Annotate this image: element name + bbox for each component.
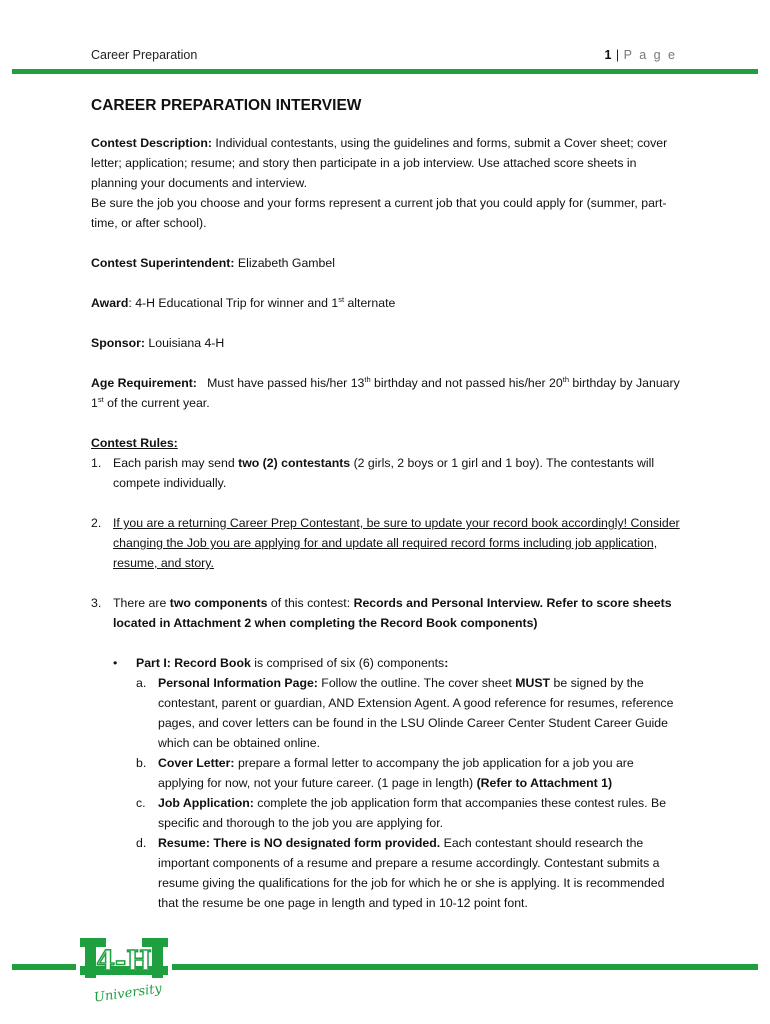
rules-heading-text: Contest Rules: [91, 436, 178, 450]
page-number [604, 48, 677, 62]
age-text-4: of the current year. [103, 396, 210, 410]
component-c-text [158, 793, 681, 833]
page-title: CAREER PREPARATION INTERVIEW [91, 97, 362, 114]
component-a-label: Personal Information Page: [158, 676, 318, 690]
component-a-text [158, 673, 681, 753]
rule-1-text [113, 453, 681, 493]
component-d-label: Resume: There is NO designated form provided. [158, 836, 441, 850]
rule-3 [91, 593, 681, 633]
contest-superintendent [91, 253, 681, 273]
component-d [136, 833, 681, 913]
rule-1-pre: Each parish may send [113, 456, 239, 470]
component-c [136, 793, 681, 833]
component-b [136, 753, 681, 793]
sponsor-value: Louisiana 4-H [148, 336, 225, 350]
page-separator: | [611, 48, 624, 62]
component-a-post: be signed by the contestant, parent or guardian, AND Extension Agent. A good reference for resumes, reference pages, and cover letters can be found in the LSU Olinde Career Center Student Career Guide which can be obtained online. [158, 676, 674, 750]
rule-3-text [113, 593, 681, 633]
rule-1-post: (2 girls, 2 boys or 1 girl and 1 boy). The contestants will compete individually. [113, 456, 655, 490]
component-b-pre: prepare a formal letter to accompany the job application for a job you are applying for now, not your future career. (1 page in length) [158, 756, 634, 790]
rules-heading [91, 433, 681, 453]
header-title: Career Preparation [91, 48, 198, 62]
part-1-label: Part I: Record Book [136, 656, 251, 670]
age-requirement [91, 373, 681, 413]
component-d-number: d. [136, 836, 147, 850]
contest-description [91, 133, 681, 193]
description-text: Individual contestants, using the guidelines and forms, submit a Cover sheet; cover letter; application; resume; and story then participate in a job interview. Use attached score sheets in planning your documents and interview. [91, 136, 668, 190]
rule-3-bold-1: two components [169, 596, 268, 610]
age-text-2: birthday and not passed his/her 20 [370, 376, 563, 390]
document-body [91, 96, 681, 913]
component-b-bold: (Refer to Attachment 1) [476, 776, 613, 790]
award-text: : 4-H Educational Trip for winner and 1 [128, 296, 339, 310]
component-c-number: c. [136, 796, 146, 810]
component-b-label: Cover Letter: [158, 756, 235, 770]
rule-2-underlined: If you are a returning Career Prep Contestant, be sure to update your record book accordingly! Consider changing the Job you are applying for and update all required record forms including job application, resume, and story. [113, 516, 680, 570]
part-1-desc: is comprised of six (6) components [250, 656, 445, 670]
rule-1-number: 1. [91, 456, 102, 470]
rule-3-bold-2: Records and Personal Interview. Refer to score sheets located in Attachment 2 when completing the Record Book components) [113, 596, 672, 630]
award [91, 293, 681, 313]
superintendent-value: Elizabeth Gambel [237, 256, 335, 270]
age-text-3: birthday by January 1 [91, 376, 680, 410]
component-a-number: a. [136, 676, 147, 690]
age-sup-3: st [97, 394, 104, 404]
rule-2-number: 2. [91, 516, 102, 530]
part-1-bullet [113, 653, 681, 673]
description-label: Contest Description: [91, 136, 212, 150]
component-a [136, 673, 681, 753]
rule-3-mid: of this contest: [267, 596, 354, 610]
rule-2 [91, 513, 681, 573]
component-b-number: b. [136, 756, 147, 770]
page-number-value: 1 [604, 48, 612, 62]
rule-2-text [113, 513, 681, 573]
sponsor-label: Sponsor: [91, 336, 145, 350]
age-label: Age Requirement: [91, 376, 197, 390]
component-a-pre: Follow the outline. The cover sheet [317, 676, 516, 690]
age-sup-1: th [364, 374, 371, 384]
component-b-text [158, 753, 681, 793]
part-1-colon: : [444, 656, 449, 670]
component-d-desc: Each contestant should research the important components of a resume and prepare a resume accordingly. Contestant submits a resume giving the qualifications for the job for which he or she is applying. It is recommended that the resume be one page in length and typed in 10-12 point font. [158, 836, 665, 910]
logo-script-text: University [93, 981, 163, 1006]
component-c-desc: complete the job application form that accompanies these contest rules. Be specific and thorough to the job you are applying for. [158, 796, 667, 830]
rule-3-pre: There are [113, 596, 170, 610]
rule-3-number: 3. [91, 596, 102, 610]
component-c-label: Job Application: [158, 796, 254, 810]
part-1-text [136, 653, 681, 673]
4h-logo [76, 934, 172, 1006]
component-d-text [158, 833, 681, 913]
page-label: P a g e [623, 48, 677, 62]
superintendent-label: Contest Superintendent: [91, 256, 235, 270]
rule-1-bold: two (2) contestants [238, 456, 351, 470]
award-label: Award [91, 296, 129, 310]
bullet-dot: • [113, 656, 118, 670]
logo-big-text: 4-H [96, 946, 152, 977]
component-a-bold: MUST [515, 676, 551, 690]
sponsor [91, 333, 681, 353]
rule-1 [91, 453, 681, 493]
award-text-post: alternate [344, 296, 396, 310]
header-rule [12, 69, 758, 74]
age-text-1: Must have passed his/her 13 [207, 376, 365, 390]
age-sup-2: th [562, 374, 570, 384]
description-text-2: Be sure the job you choose and your forms represent a current job that you could apply for (summer, part-time, or after school). [91, 196, 667, 230]
award-sup: st [338, 294, 345, 304]
